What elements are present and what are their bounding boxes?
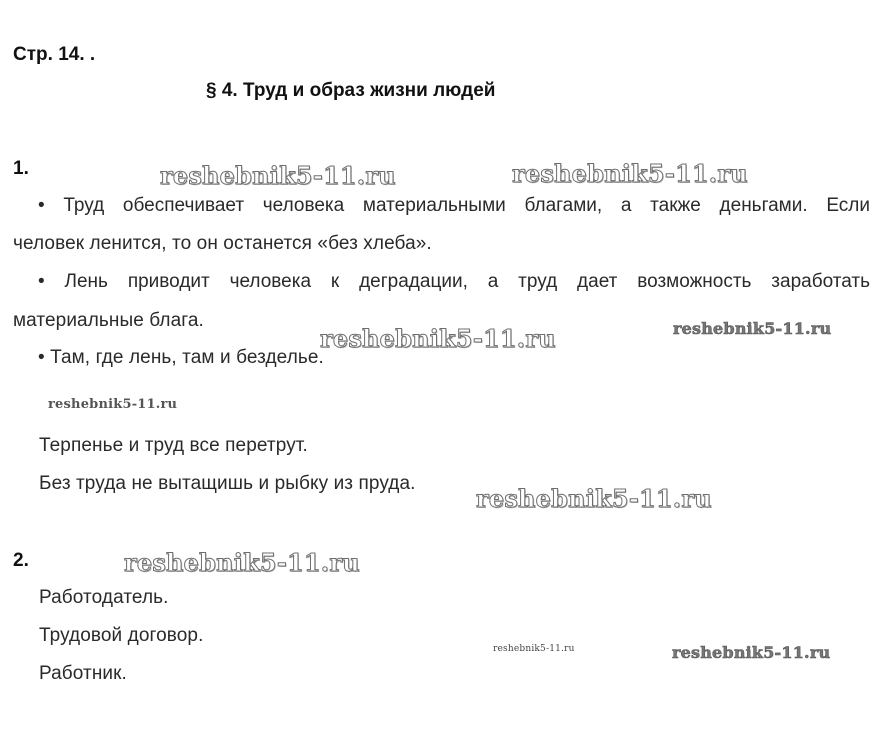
task-2-item-2: Трудовой договор.	[39, 625, 204, 646]
task-1-bullet-1-line-1: • Труд обеспечивает человека материальными благами, а также деньгами. Если	[38, 195, 870, 216]
task-1-bullet-3: • Там, где лень, там и безделье.	[38, 347, 324, 368]
watermark: reshebnik5-11.ru	[160, 161, 396, 190]
watermark: reshebnik5-11.ru	[512, 159, 748, 188]
task-1-proverb-2: Без труда не вытащишь и рыбку из пруда.	[39, 473, 416, 494]
watermark: reshebnik5-11.ru	[320, 324, 556, 353]
watermark: reshebnik5-11.ru	[124, 548, 360, 577]
task-2-item-3: Работник.	[39, 663, 127, 684]
task-2-number: 2.	[13, 550, 29, 571]
watermark: reshebnik5-11.ru	[673, 319, 832, 338]
task-2-item-1: Работодатель.	[39, 587, 169, 608]
task-1-number: 1.	[13, 158, 29, 179]
page-reference: Стр. 14. .	[13, 44, 96, 65]
watermark: reshebnik5-11.ru	[672, 643, 831, 662]
watermark: reshebnik5-11.ru	[48, 397, 178, 412]
task-1-proverb-1: Терпенье и труд все перетрут.	[39, 435, 308, 456]
section-title: § 4. Труд и образ жизни людей	[206, 80, 496, 101]
task-1-bullet-2-line-2: материальные блага.	[13, 310, 204, 331]
watermark: reshebnik5-11.ru	[493, 644, 575, 654]
watermark: reshebnik5-11.ru	[476, 484, 712, 513]
task-1-bullet-1-line-2: человек ленится, то он останется «без хлеба».	[13, 233, 432, 254]
task-1-bullet-2-line-1: • Лень приводит человека к деградации, а труд дает возможность заработать	[38, 271, 870, 292]
